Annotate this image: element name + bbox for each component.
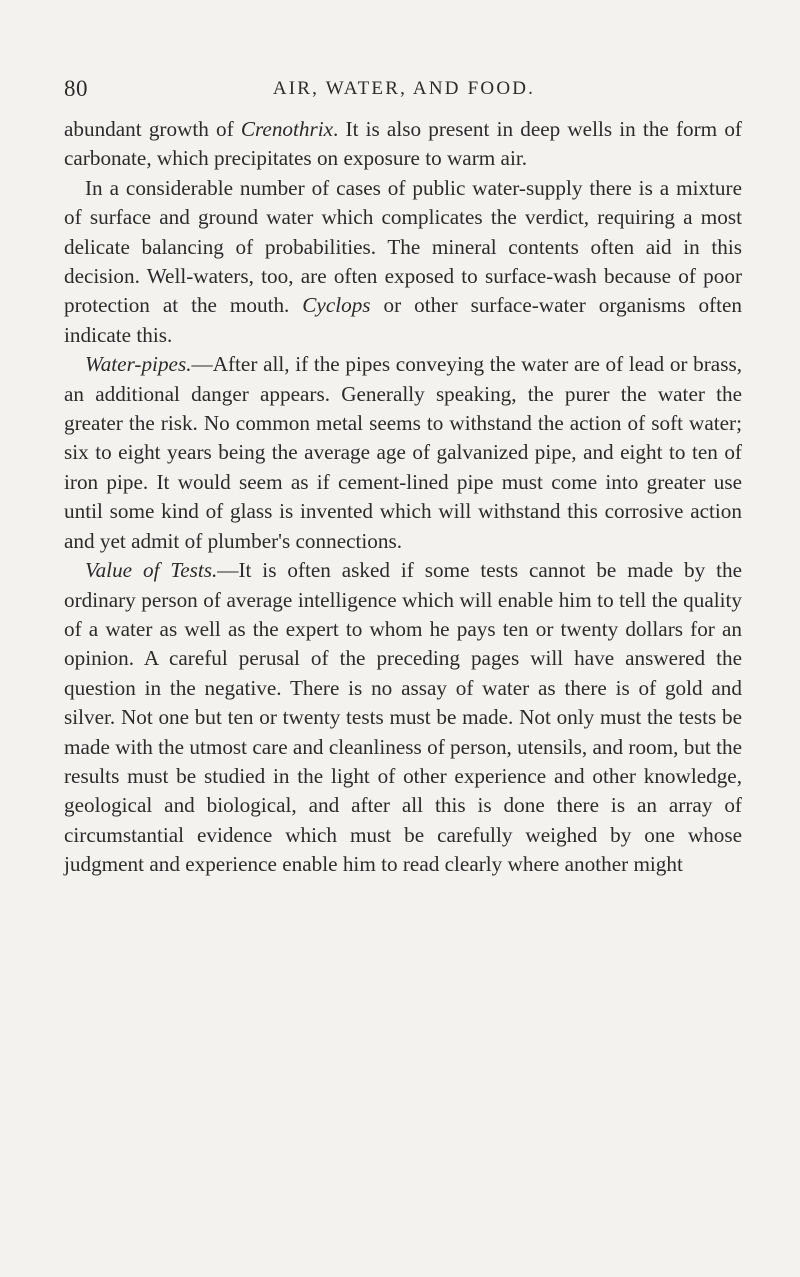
page-number: 80	[64, 76, 88, 101]
paragraph	[64, 556, 742, 879]
body-text	[64, 115, 742, 880]
paragraph	[64, 350, 742, 556]
paragraph	[64, 115, 742, 174]
text-run: or other surface-water organisms often indicate this.	[64, 293, 742, 347]
italic-text-run: Value of Tests.	[85, 558, 218, 583]
text-run: . It is also present in deep wells in the form of carbonate, which precipitates on exposure to warm air.	[64, 117, 742, 171]
text-run: abundant growth of	[64, 117, 241, 141]
running-title: AIR, WATER, AND FOOD.	[272, 78, 536, 99]
text-run: —After all, if the pipes conveying the water are of lead or brass, an additional danger appears. Generally speaking, the purer the water the greater the risk. No common metal seems to withstand the action of soft water; six to eight years being the average age of galvanized pipe, and eight to ten of iron pipe. It would seem as if cement-lined pipe must come into greater use until some kind of glass is invented which will withstand this corrosive action and yet admit of plumber's connections.	[64, 352, 742, 553]
italic-text-run: Crenothrix	[240, 117, 334, 141]
paragraph	[64, 174, 742, 350]
text-run: —It is often asked if some tests cannot be made by the ordinary person of average intelligence which will enable him to tell the quality of a water as well as the expert to whom he pays ten or twenty dollars for an opinion. A careful perusal of the preceding pages will have answered the question in the negative. There is no assay of water as there is of gold and silver. Not one but ten or twenty tests must be made. Not only must the tests be made with the utmost care and cleanliness of person, utensils, and room, but the results must be studied in the light of other experience and other knowledge, geological and biological, and after all this is done there is an array of circumstantial evidence which must be carefully weighed by one whose judgment and experience enable him to read clearly where another might	[64, 558, 742, 877]
running-head	[64, 76, 744, 106]
italic-text-run: Cyclops	[302, 293, 371, 318]
italic-text-run: Water-pipes.	[85, 352, 192, 377]
text-run: In a considerable number of cases of public water-supply there is a mixture of surface and ground water which complicates the verdict, requiring a most delicate balancing of probabilities. The mineral contents often aid in this decision. Well-waters, too, are often exposed to surface-wash because of poor protection at the mouth.	[64, 175, 742, 318]
